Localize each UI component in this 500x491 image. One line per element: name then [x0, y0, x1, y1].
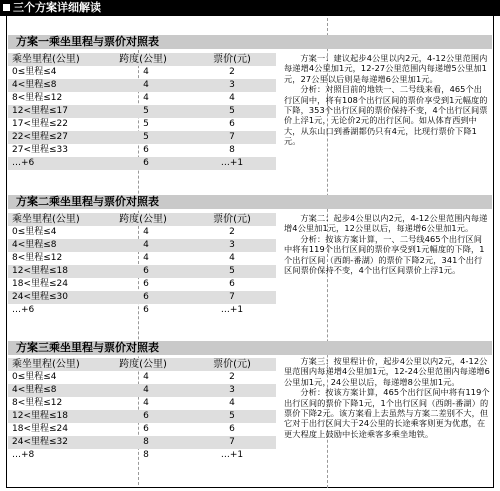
- span-cell: 4: [143, 240, 149, 250]
- plan3-description: 方案三：按里程计价，起步4公里以内2元，4-12公里范围内每递增4公里加1元，12-24公里范围内每递增6公里加1元，24公里以后，每递增8公里加1元。: [284, 356, 490, 387]
- fare-cell: 6: [229, 119, 235, 129]
- span-cell: 4: [143, 372, 149, 382]
- span-cell: 6: [143, 292, 149, 302]
- fare-cell: 3: [229, 385, 235, 395]
- table-row: [8, 265, 276, 278]
- span-cell: 4: [143, 227, 149, 237]
- table-row: [8, 278, 276, 291]
- fare-cell: 2: [229, 372, 235, 382]
- table-row: [8, 252, 276, 265]
- fare-cell: 5: [229, 106, 235, 116]
- plan2-description: 方案二：起步4公里以内2元，4-12公里范围内每递增4公里加1元，12公里以后，每递增6公里加1元。: [284, 213, 488, 234]
- distance-cell: 17<里程≤22: [12, 119, 68, 129]
- plan2-text: [284, 213, 490, 275]
- fare-cell: 7: [229, 132, 235, 142]
- fare-cell: 2: [229, 67, 235, 77]
- table-row: [8, 118, 276, 131]
- table-row: [8, 79, 276, 92]
- fare-header: 票价(元): [213, 54, 251, 65]
- span-cell: 4: [143, 80, 149, 90]
- span-cell: 6: [143, 424, 149, 434]
- fare-cell: 6: [229, 279, 235, 289]
- distance-header: 乘坐里程(公里): [12, 359, 80, 370]
- plan2-title-bar: [8, 195, 492, 209]
- plan3-title: 方案三乘坐里程与票价对照表: [16, 341, 159, 354]
- span-cell: 4: [143, 93, 149, 103]
- square-bullet-icon: [3, 4, 10, 11]
- span-cell: 4: [143, 385, 149, 395]
- distance-cell: 4<里程≤8: [12, 80, 57, 90]
- plan1-title-bar: [8, 35, 492, 49]
- distance-cell: 12<里程≤17: [12, 106, 68, 116]
- plan1-title: 方案一乘坐里程与票价对照表: [16, 35, 159, 48]
- table-row: [8, 423, 276, 436]
- table-row: [8, 92, 276, 105]
- table-row: [8, 144, 276, 157]
- span-cell: 8: [143, 450, 149, 460]
- distance-cell: 0≤里程≤4: [12, 372, 57, 382]
- distance-cell: 8<里程≤12: [12, 253, 63, 263]
- fare-cell: 5: [229, 411, 235, 421]
- distance-cell: …+8: [12, 450, 35, 460]
- fare-cell: …+1: [220, 158, 244, 168]
- table-row: [8, 66, 276, 79]
- fare-cell: 3: [229, 80, 235, 90]
- page-title: 三个方案详细解读: [13, 1, 101, 14]
- distance-cell: 18<里程≤24: [12, 279, 68, 289]
- span-cell: 4: [143, 398, 149, 408]
- fare-cell: 2: [229, 227, 235, 237]
- fare-cell: 4: [229, 93, 235, 103]
- fare-header: 票价(元): [213, 214, 251, 225]
- distance-cell: 0≤里程≤4: [12, 227, 57, 237]
- fare-cell: …+1: [220, 450, 244, 460]
- span-cell: 5: [143, 119, 149, 129]
- distance-cell: 24<里程≤30: [12, 292, 68, 302]
- distance-cell: 27<里程≤33: [12, 145, 68, 155]
- plan2-title: 方案二乘坐里程与票价对照表: [16, 195, 159, 208]
- table-row: [8, 410, 276, 423]
- span-cell: 6: [143, 411, 149, 421]
- plan1-text: [284, 53, 490, 147]
- span-cell: 5: [143, 132, 149, 142]
- plan2-analysis: 分析：按该方案计算，一、二号线465个出行区间中将有119个出行区间的票价享受到1元幅度的下降，1个出行区间（西朗-番湖）的票价下降2元，341个出行区间票价保持不变，4个出行区间票价上浮1元。: [284, 233, 485, 276]
- span-header: 跨度(公里): [119, 214, 167, 225]
- table-row: [8, 436, 276, 449]
- plan3-table: [8, 358, 276, 462]
- plan3-title-bar: [8, 341, 492, 355]
- fare-cell: 7: [229, 437, 235, 447]
- span-cell: 6: [143, 279, 149, 289]
- table-row: [8, 384, 276, 397]
- span-cell: 4: [143, 253, 149, 263]
- fare-cell: …+1: [220, 305, 244, 315]
- table-row: [8, 239, 276, 252]
- fare-cell: 7: [229, 292, 235, 302]
- span-cell: 6: [143, 145, 149, 155]
- distance-cell: 8<里程≤12: [12, 398, 63, 408]
- span-cell: 4: [143, 67, 149, 77]
- plan3-analysis: 分析：按该方案计算，465个出行区间中将有119个出行区间的票价下降1元，1个出行区间（西朗-番湖）的票价下降2元。该方案看上去虽然与方案二差别不大，但它对于出行区间大于24公里的长途乘客则更为优惠，在更大程度上鼓励中长途乘客多乘坐地铁。: [284, 387, 490, 439]
- plan1-table: [8, 53, 276, 170]
- table-row: [8, 304, 276, 317]
- span-header: 跨度(公里): [119, 54, 167, 65]
- distance-cell: 12<里程≤18: [12, 411, 68, 421]
- distance-cell: …+6: [12, 158, 35, 168]
- span-cell: 6: [143, 266, 149, 276]
- distance-cell: 8<里程≤12: [12, 93, 63, 103]
- table-row: [8, 449, 276, 462]
- plan1-analysis: 分析：对照目前的地铁一、二号线来看，465个出行区间中，将有108个出行区间的票价享受到1元幅度的下降，353个出行区间的票价保持不变，4个出行区间票价上浮1元，无论价2元的出行区间。如从体育西到中大，从东山口到番湖都仍只有4元，比现行票价下降1元。: [284, 84, 488, 147]
- fare-cell: 3: [229, 240, 235, 250]
- plan2-table: [8, 213, 276, 317]
- table-header-row: [8, 53, 276, 66]
- table-header-row: [8, 213, 276, 226]
- table-row: [8, 226, 276, 239]
- fare-cell: 4: [229, 253, 235, 263]
- plan3-text: [284, 356, 490, 439]
- table-row: [8, 291, 276, 304]
- distance-cell: 24<里程≤32: [12, 437, 68, 447]
- distance-header: 乘坐里程(公里): [12, 54, 80, 65]
- distance-cell: 0≤里程≤4: [12, 67, 57, 77]
- span-cell: 6: [143, 158, 149, 168]
- table-row: [8, 157, 276, 170]
- distance-cell: 22<里程≤27: [12, 132, 68, 142]
- span-cell: 6: [143, 305, 149, 315]
- distance-cell: 4<里程≤8: [12, 385, 57, 395]
- distance-cell: 18<里程≤24: [12, 424, 68, 434]
- span-header: 跨度(公里): [119, 359, 167, 370]
- table-row: [8, 131, 276, 144]
- table-row: [8, 397, 276, 410]
- distance-header: 乘坐里程(公里): [12, 214, 80, 225]
- distance-cell: 12<里程≤18: [12, 266, 68, 276]
- fare-header: 票价(元): [213, 359, 251, 370]
- span-cell: 5: [143, 106, 149, 116]
- span-cell: 8: [143, 437, 149, 447]
- distance-cell: …+6: [12, 305, 35, 315]
- fare-cell: 6: [229, 424, 235, 434]
- table-header-row: [8, 358, 276, 371]
- plan1-description: 方案一：建议起步4公里以内2元，4-12公里范围内每递增4公里加1元，12-27公里范围内每递增5公里加1元，27公里以后则是每递增6公里加1元。: [284, 53, 488, 84]
- distance-cell: 4<里程≤8: [12, 240, 57, 250]
- fare-cell: 5: [229, 266, 235, 276]
- table-row: [8, 371, 276, 384]
- page-header: [0, 0, 500, 16]
- table-row: [8, 105, 276, 118]
- fare-cell: 8: [229, 145, 235, 155]
- fare-cell: 4: [229, 398, 235, 408]
